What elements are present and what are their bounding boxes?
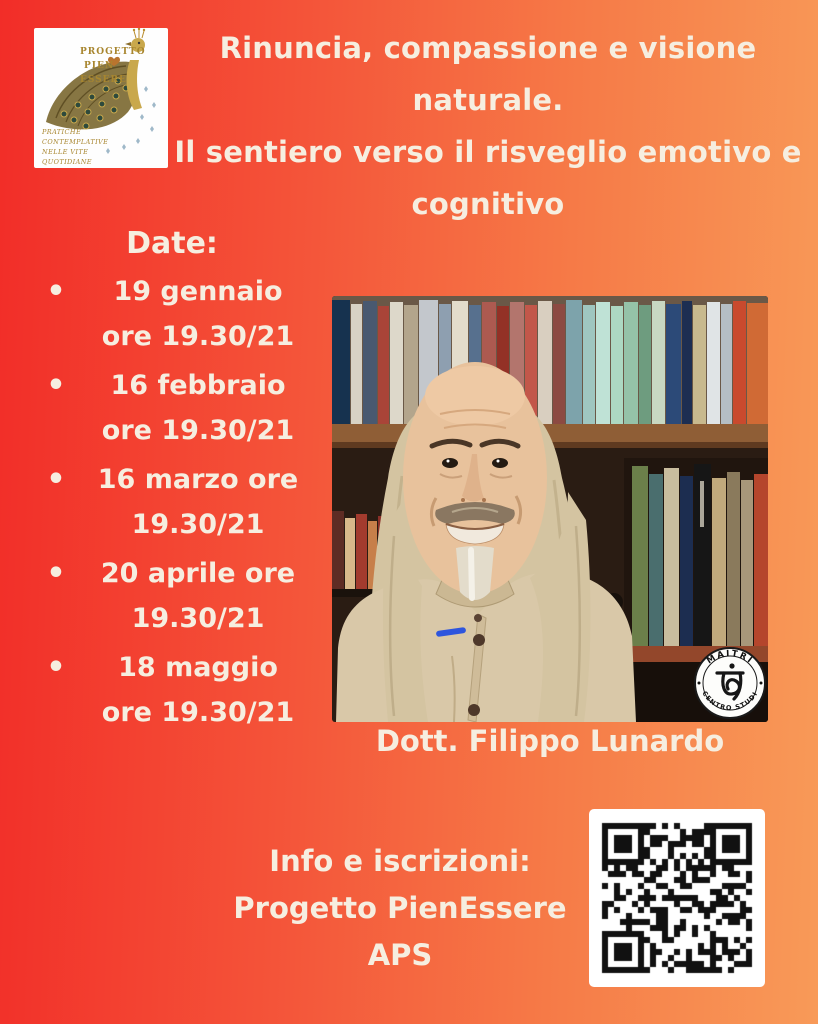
bullet-icon: • bbox=[46, 650, 66, 685]
peacock-logo-icon bbox=[34, 28, 168, 168]
stamp-bottom-text: CENTRO STUDI bbox=[700, 689, 760, 713]
date-item-4-line1: 20 aprile ore bbox=[100, 558, 296, 589]
portrait-illustration bbox=[332, 296, 768, 722]
maitri-seal-icon bbox=[695, 648, 765, 718]
title-line-4: cognitivo bbox=[411, 187, 565, 221]
bullet-icon: • bbox=[46, 274, 66, 309]
date-item-2-line2: ore 19.30/21 bbox=[101, 415, 295, 446]
logo-tagline-line2: CONTEMPLATIVE bbox=[42, 138, 109, 146]
progetto-pienessere-logo bbox=[34, 28, 168, 168]
logo-tagline-line4: QUOTIDIANE bbox=[42, 158, 92, 166]
bullet-icon: • bbox=[46, 556, 66, 591]
date-item-3 bbox=[36, 457, 320, 547]
title-line-1: Rinuncia, compassione e visione bbox=[219, 31, 757, 65]
event-title bbox=[158, 22, 818, 230]
title-line-3: Il sentiero verso il risveglio emotivo e bbox=[174, 135, 802, 169]
date-item-2-line1: 16 febbraio bbox=[110, 370, 286, 401]
info-line-1: Info e iscrizioni: bbox=[269, 844, 531, 878]
logo-tagline-line3: NELLE VITE bbox=[42, 148, 89, 156]
date-item-3-line2: 19.30/21 bbox=[131, 509, 265, 540]
bullet-icon: • bbox=[46, 462, 66, 497]
speaker-name-caption: Dott. Filippo Lunardo bbox=[375, 724, 725, 758]
title-line-2: naturale. bbox=[412, 83, 564, 117]
qr-code-pattern bbox=[592, 813, 762, 983]
date-item-1-line2: ore 19.30/21 bbox=[101, 321, 295, 352]
info-section bbox=[140, 838, 660, 979]
logo-org-line3: ESSERE bbox=[80, 75, 127, 85]
logo-tagline-line1: PRATICHE bbox=[42, 128, 82, 136]
date-item-2 bbox=[36, 363, 320, 453]
logo-org-line2: PIEN bbox=[84, 61, 115, 71]
info-line-3: APS bbox=[367, 938, 433, 972]
dates-list bbox=[24, 269, 320, 735]
date-item-5-line1: 18 maggio bbox=[118, 652, 278, 683]
date-item-4-line2: 19.30/21 bbox=[131, 603, 265, 634]
bullet-icon: • bbox=[46, 368, 66, 403]
dates-heading: Date: bbox=[126, 226, 218, 261]
date-item-4 bbox=[36, 551, 320, 641]
date-item-3-line1: 16 marzo ore bbox=[97, 464, 299, 495]
date-item-1-line1: 19 gennaio bbox=[113, 276, 283, 307]
speaker-photo bbox=[332, 296, 768, 722]
info-line-2: Progetto PienEssere bbox=[233, 891, 567, 925]
date-item-1 bbox=[36, 269, 320, 359]
logo-org-line1: PROGETTO bbox=[80, 47, 146, 57]
date-item-5 bbox=[36, 645, 320, 735]
dates-section bbox=[24, 226, 320, 739]
date-item-5-line2: ore 19.30/21 bbox=[101, 697, 295, 728]
stamp-top-text: MAITRI bbox=[705, 648, 756, 667]
qr-code bbox=[589, 809, 765, 987]
